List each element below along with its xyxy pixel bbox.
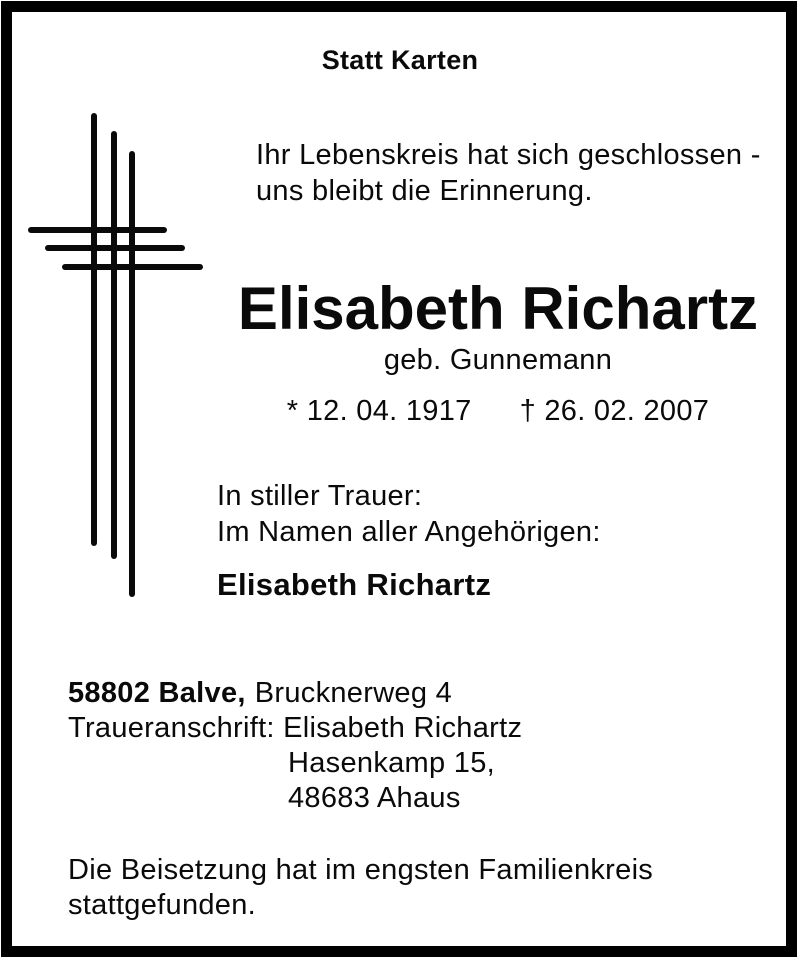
mourning-address-street: Hasenkamp 15, xyxy=(288,747,496,779)
mourning-address-city: 48683 Ahaus xyxy=(288,782,461,814)
cross-vertical-line-2 xyxy=(111,131,117,559)
postal-city: 58802 Balve, xyxy=(68,677,246,709)
mourning-address-line: Traueranschrift: Elisabeth Richartz xyxy=(68,712,523,744)
cross-horizontal-line-3 xyxy=(62,264,203,270)
mourning-line-1: In stiller Trauer: xyxy=(217,480,423,512)
opening-line-2: uns bleibt die Erinnerung. xyxy=(256,175,593,207)
opening-lines xyxy=(256,137,761,209)
cross-horizontal-line-2 xyxy=(45,245,185,251)
closing-block xyxy=(68,853,653,923)
death-date: † 26. 02. 2007 xyxy=(519,395,710,427)
maiden-name: geb. Gunnemann xyxy=(383,344,613,376)
cross-vertical-line-1 xyxy=(91,113,97,546)
mourning-block xyxy=(217,478,601,550)
street: Brucknerweg 4 xyxy=(254,677,453,709)
mourning-line-2: Im Namen aller Angehörigen: xyxy=(217,516,601,548)
mourner-signature: Elisabeth Richartz xyxy=(217,567,492,602)
statt-karten-heading: Statt Karten xyxy=(321,45,479,75)
opening-line-1: Ihr Lebenskreis hat sich geschlossen - xyxy=(256,139,761,171)
closing-line-1: Die Beisetzung hat im engsten Familienkreis xyxy=(68,854,654,886)
life-dates xyxy=(196,395,800,428)
cross-vertical-line-3 xyxy=(129,151,135,597)
deceased-name: Elisabeth Richartz xyxy=(237,275,759,342)
birth-date: * 12. 04. 1917 xyxy=(286,395,472,427)
address-line-city xyxy=(68,676,522,711)
cross-horizontal-line-1 xyxy=(28,227,167,233)
closing-line-2: stattgefunden. xyxy=(68,889,257,921)
address-block xyxy=(68,676,522,816)
